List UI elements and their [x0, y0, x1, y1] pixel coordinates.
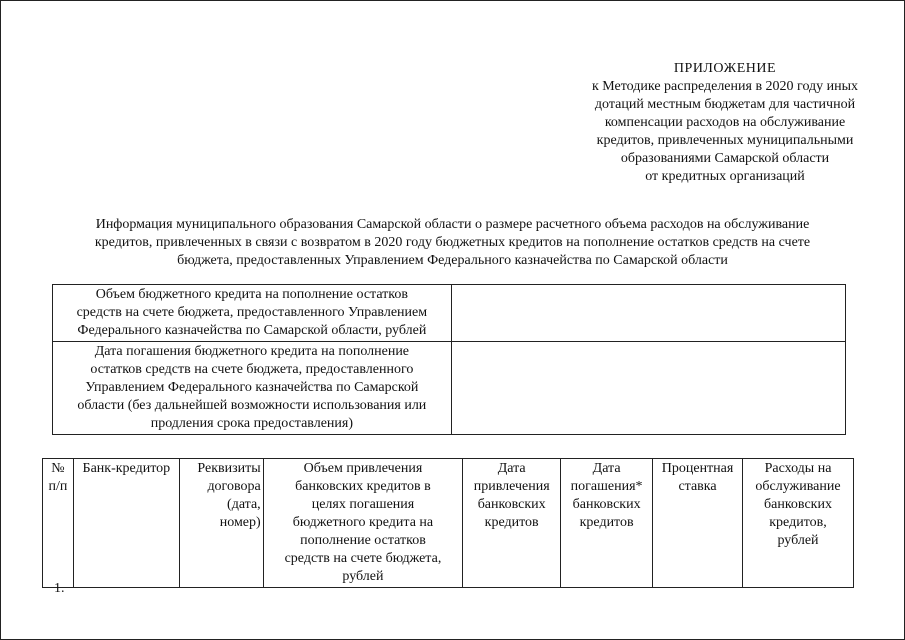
info-title-line: Информация муниципального образования Самарской области о размере расчетного объема расходов на обслуживание	[95, 217, 810, 232]
header-text: Дата погашения* банковских кредитов	[570, 461, 643, 530]
appendix-line: образованиями Самарской области	[620, 151, 830, 166]
label-line: Объем бюджетного кредита на пополнение остатков	[95, 287, 408, 302]
header-text: Расходы на обслуживание банковских кредитов, рублей	[755, 461, 841, 548]
label-line: области (без дальнейшей возможности использования или	[77, 398, 427, 413]
label-line: продления срока предоставления)	[150, 416, 353, 431]
summary-value-repayment-date[interactable]	[451, 342, 845, 435]
appendix-line: от кредитных организаций	[645, 169, 805, 184]
summary-row-repayment-date	[53, 342, 846, 435]
summary-value-loan-amount[interactable]	[451, 285, 845, 342]
label-line: средств на счете бюджета, предоставленного Управлением	[76, 305, 428, 320]
header-text: Объем привлечения банковских кредитов в целях погашения бюджетного кредита на пополнение остатков средств на счете бюджета, рублей	[284, 461, 442, 584]
summary-label-repayment-date	[53, 342, 452, 435]
header-text: Банк-кредитор	[82, 461, 171, 476]
credits-header-row	[43, 459, 854, 588]
column-header-bank	[73, 459, 179, 588]
column-header-volume	[263, 459, 463, 588]
info-title	[50, 216, 855, 270]
appendix-heading: ПРИЛОЖЕНИЕ	[673, 61, 777, 76]
header-text: Процентная ставка	[661, 461, 734, 494]
credits-table	[42, 458, 854, 588]
label-line: Дата погашения бюджетного кредита на пополнение	[94, 344, 410, 359]
summary-table	[52, 284, 846, 435]
header-text: Реквизиты договора (дата, номер)	[197, 461, 261, 530]
column-header-rate	[653, 459, 743, 588]
header-text: Дата привлечения банковских кредитов	[473, 461, 550, 530]
appendix-line: дотаций местным бюджетам для частичной	[594, 97, 856, 112]
column-header-expenses	[743, 459, 854, 588]
column-header-repay-date	[561, 459, 653, 588]
header-text: № п/п	[48, 461, 68, 494]
appendix-header	[560, 60, 890, 186]
label-line: Федерального казначейства по Самарской области, рублей	[77, 323, 427, 338]
appendix-line: компенсации расходов на обслуживание	[604, 115, 846, 130]
info-title-line: кредитов, привлеченных в связи с возвратом в 2020 году бюджетных кредитов на пополнение остатков средств на счете	[94, 235, 811, 250]
column-header-contract	[179, 459, 263, 588]
appendix-line: кредитов, привлеченных муниципальными	[596, 133, 854, 148]
info-title-line: бюджета, предоставленных Управлением Федерального казначейства по Самарской области	[177, 253, 728, 268]
summary-row-loan-amount	[53, 285, 846, 342]
appendix-line: к Методике распределения в 2020 году иных	[591, 79, 859, 94]
first-row-number: 1.	[54, 581, 65, 596]
summary-label-loan-amount	[53, 285, 452, 342]
label-line: остатков средств на счете бюджета, предоставленного	[90, 362, 414, 377]
column-header-number	[43, 459, 74, 588]
label-line: Управлением Федерального казначейства по Самарской	[85, 380, 419, 395]
column-header-draw-date	[463, 459, 561, 588]
